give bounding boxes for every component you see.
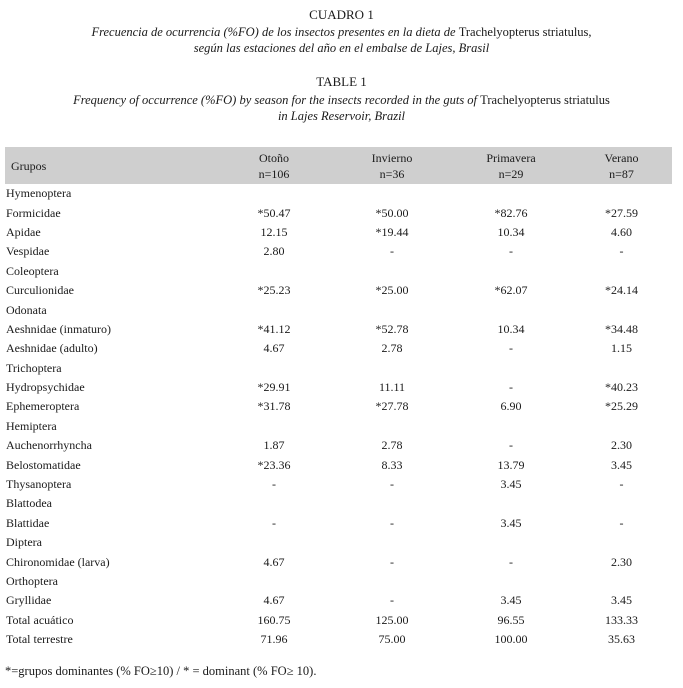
row-value-cell: 10.34 — [497, 224, 525, 239]
row-value-cell: 4.67 — [263, 554, 285, 569]
row-group-label: Chironomidae (larva) — [6, 554, 110, 569]
row-value-cell: 71.96 — [260, 632, 288, 647]
table-row — [5, 242, 672, 261]
row-value-cell: 160.75 — [257, 612, 291, 627]
row-value-cell — [215, 184, 333, 203]
row-value-cell: *25.23 — [257, 283, 291, 298]
row-value-cell: - — [509, 244, 513, 259]
row-value-cell — [215, 533, 333, 552]
row-value-cell: 13.79 — [497, 457, 525, 472]
row-value-cell — [451, 359, 571, 378]
table-row — [5, 397, 672, 416]
row-value-cell: 35.63 — [608, 632, 635, 647]
species-name: Trachelyopterus striatulus, — [458, 25, 592, 39]
cuadro-caption-line1 — [0, 24, 683, 40]
row-value-cell: *62.07 — [494, 283, 528, 298]
cuadro-caption-text: Frecuencia de ocurrencia (%FO) de los insectos presentes en la dieta de — [91, 25, 459, 39]
row-value-cell — [451, 417, 571, 436]
row-value-cell: 2.30 — [611, 438, 632, 453]
row-value-cell — [451, 533, 571, 552]
header-season-otono — [215, 147, 333, 184]
row-value-cell — [333, 359, 451, 378]
header-grupos: Grupos — [11, 158, 47, 173]
header-season-verano — [571, 147, 672, 184]
row-value-cell: - — [390, 554, 394, 569]
season-n: n=36 — [379, 166, 405, 181]
row-value-cell — [333, 184, 451, 203]
row-group-label: Formicidae — [6, 205, 61, 220]
row-value-cell: 1.15 — [611, 341, 632, 356]
row-value-cell — [333, 417, 451, 436]
row-value-cell: - — [509, 438, 513, 453]
table-caption-text: Frequency of occurrence (%FO) by season for the insects recorded in the guts of — [73, 93, 481, 107]
table-row — [5, 184, 672, 203]
row-value-cell — [451, 262, 571, 281]
row-value-cell: *23.36 — [257, 457, 291, 472]
row-value-cell — [571, 262, 672, 281]
row-value-cell: 133.33 — [605, 612, 638, 627]
row-value-cell: 96.55 — [497, 612, 525, 627]
row-value-cell — [571, 300, 672, 319]
table-row — [5, 436, 672, 455]
row-group-label: Total terrestre — [6, 632, 73, 647]
row-group-label: Ephemeroptera — [6, 399, 80, 414]
row-value-cell — [571, 533, 672, 552]
row-group-label: Total acuático — [6, 612, 74, 627]
row-value-cell: *27.78 — [375, 399, 409, 414]
row-value-cell: - — [272, 477, 276, 492]
season-n: n=87 — [609, 166, 634, 181]
season-name: Primavera — [486, 150, 536, 165]
row-value-cell: *40.23 — [605, 380, 638, 395]
row-group-label: Curculionidae — [6, 283, 74, 298]
table-row — [5, 417, 672, 436]
row-value-cell: 11.11 — [378, 380, 406, 395]
row-group-label: Apidae — [6, 224, 41, 239]
row-value-cell: 3.45 — [611, 593, 632, 608]
table-row — [5, 611, 672, 630]
row-group-label: Gryllidae — [6, 593, 52, 608]
table-row — [5, 203, 672, 222]
header-season-primavera — [451, 147, 571, 184]
row-value-cell: - — [509, 554, 513, 569]
species-name: Trachelyopterus striatulus — [480, 93, 610, 107]
row-value-cell: 2.78 — [381, 438, 403, 453]
row-value-cell — [215, 572, 333, 591]
row-value-cell: *34.48 — [605, 321, 638, 336]
row-group-label: Trichoptera — [6, 360, 62, 375]
row-group-label: Hemiptera — [6, 418, 57, 433]
row-value-cell — [451, 300, 571, 319]
table-row — [5, 378, 672, 397]
season-name: Verano — [604, 150, 639, 165]
row-group-label: Aeshnidae (adulto) — [6, 341, 98, 356]
row-value-cell: *50.47 — [257, 205, 291, 220]
row-value-cell: - — [509, 380, 513, 395]
row-value-cell — [215, 417, 333, 436]
row-value-cell — [215, 262, 333, 281]
table-row — [5, 630, 672, 649]
row-value-cell: - — [509, 341, 513, 356]
row-group-label: Blattodea — [6, 496, 52, 511]
row-value-cell — [333, 533, 451, 552]
header-season-invierno — [333, 147, 451, 184]
table-row — [5, 514, 672, 533]
row-group-label: Hymenoptera — [6, 186, 72, 201]
row-group-label: Vespidae — [6, 244, 50, 259]
row-value-cell — [333, 300, 451, 319]
footnote: *=grupos dominantes (% FO≥10) / * = dominant (% FO≥ 10). — [5, 664, 317, 678]
row-value-cell: *31.78 — [257, 399, 291, 414]
row-group-label: Hydropsychidae — [6, 380, 85, 395]
row-value-cell: *24.14 — [605, 283, 638, 298]
table-caption — [0, 92, 683, 124]
table-row — [5, 359, 672, 378]
row-value-cell: 12.15 — [260, 224, 288, 239]
row-value-cell — [571, 359, 672, 378]
row-group-label: Blattidae — [6, 515, 50, 530]
table-row — [5, 281, 672, 300]
row-value-cell: *29.91 — [257, 380, 291, 395]
cuadro-caption-line2: según las estaciones del año en el embalse de Lajes, Brasil — [193, 41, 490, 55]
table-row — [5, 591, 672, 610]
table-header-row — [5, 147, 672, 184]
row-value-cell: 2.30 — [611, 554, 632, 569]
row-value-cell: - — [272, 515, 276, 530]
table-row — [5, 320, 672, 339]
row-value-cell: *27.59 — [605, 205, 638, 220]
row-group-label: Belostomatidae — [6, 457, 81, 472]
row-group-label: Coleoptera — [6, 263, 59, 278]
row-group-label: Auchenorrhyncha — [6, 438, 92, 453]
row-value-cell — [215, 494, 333, 513]
row-value-cell — [333, 262, 451, 281]
table-row — [5, 223, 672, 242]
row-value-cell: *19.44 — [375, 224, 409, 239]
row-value-cell — [451, 572, 571, 591]
row-value-cell: - — [390, 244, 394, 259]
table-caption-line2: in Lajes Reservoir, Brazil — [277, 109, 406, 123]
row-value-cell — [571, 417, 672, 436]
row-value-cell: *41.12 — [257, 321, 291, 336]
row-value-cell: 1.87 — [263, 438, 285, 453]
row-value-cell — [215, 359, 333, 378]
cuadro-caption — [0, 24, 683, 56]
row-value-cell: 125.00 — [375, 612, 409, 627]
table-body — [5, 184, 672, 649]
table-row — [5, 494, 672, 513]
table-row — [5, 552, 672, 571]
row-group-label: Odonata — [6, 302, 47, 317]
row-value-cell — [571, 184, 672, 203]
row-value-cell: - — [390, 593, 394, 608]
row-value-cell: 3.45 — [500, 593, 522, 608]
row-group-label: Aeshnidae (inmaturo) — [6, 321, 111, 336]
row-value-cell: *82.76 — [494, 205, 528, 220]
table-caption-line1 — [0, 92, 683, 108]
season-n: n=106 — [258, 166, 290, 181]
row-value-cell: 2.80 — [263, 244, 285, 259]
table-row — [5, 572, 672, 591]
season-n: n=29 — [498, 166, 524, 181]
row-value-cell: - — [619, 244, 624, 259]
row-value-cell: - — [390, 515, 394, 530]
row-value-cell — [571, 494, 672, 513]
cuadro-label: CUADRO 1 — [309, 7, 374, 22]
table-row — [5, 300, 672, 319]
row-value-cell: 4.67 — [263, 593, 285, 608]
row-value-cell: 4.67 — [263, 341, 285, 356]
row-value-cell: 3.45 — [500, 515, 522, 530]
row-value-cell: - — [390, 477, 394, 492]
row-value-cell: - — [619, 477, 624, 492]
row-value-cell: 3.45 — [611, 457, 632, 472]
row-value-cell: *25.29 — [605, 399, 638, 414]
row-value-cell — [333, 572, 451, 591]
row-value-cell: 75.00 — [378, 632, 406, 647]
row-value-cell: *52.78 — [375, 321, 409, 336]
row-value-cell: - — [619, 515, 624, 530]
season-name: Invierno — [371, 150, 413, 165]
row-value-cell — [451, 494, 571, 513]
table-label: TABLE 1 — [316, 74, 367, 89]
frequency-table — [5, 147, 672, 649]
table-row — [5, 475, 672, 494]
row-group-label: Orthoptera — [6, 574, 58, 588]
row-value-cell: 10.34 — [497, 321, 525, 336]
row-value-cell — [333, 494, 451, 513]
table-row — [5, 262, 672, 281]
row-value-cell — [451, 184, 571, 203]
table-row — [5, 339, 672, 358]
row-value-cell: 8.33 — [381, 457, 403, 472]
row-value-cell: 2.78 — [381, 341, 403, 356]
row-value-cell: 4.60 — [611, 224, 632, 239]
row-value-cell — [571, 572, 672, 591]
row-group-label: Thysanoptera — [6, 477, 72, 492]
row-value-cell: *50.00 — [375, 205, 409, 220]
row-value-cell — [215, 300, 333, 319]
table-row — [5, 533, 672, 552]
row-value-cell: 3.45 — [500, 477, 522, 492]
row-group-label: Diptera — [6, 535, 42, 550]
row-value-cell: *25.00 — [375, 283, 409, 298]
row-value-cell: 100.00 — [494, 632, 528, 647]
row-value-cell: 6.90 — [500, 399, 522, 414]
season-name: Otoño — [259, 150, 289, 165]
table-row — [5, 455, 672, 474]
